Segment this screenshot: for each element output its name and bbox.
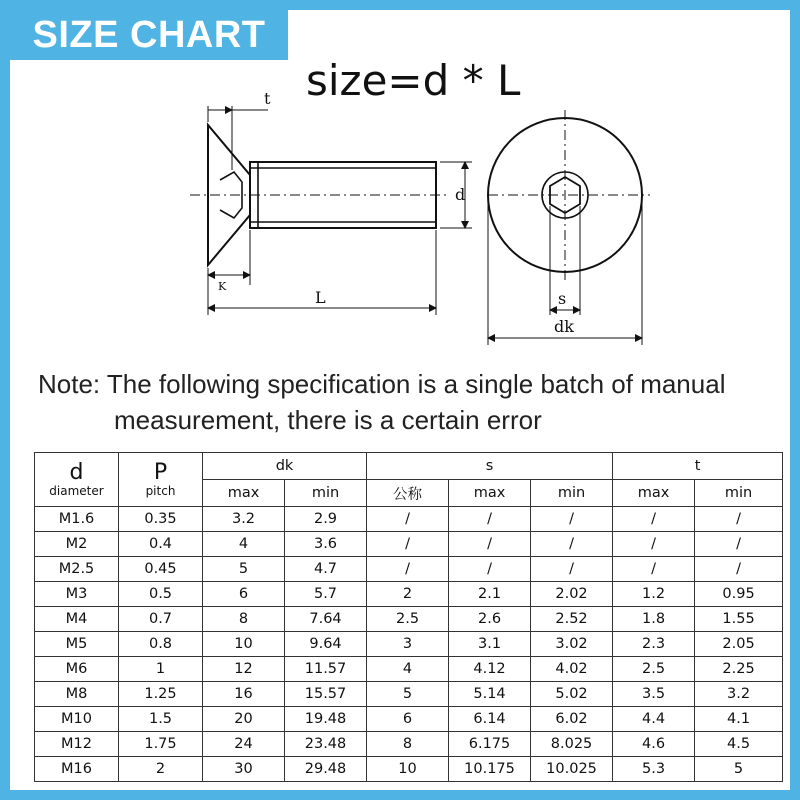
- table-cell: M1.6: [35, 507, 119, 532]
- table-cell: /: [613, 507, 695, 532]
- table-cell: 1.5: [119, 707, 203, 732]
- table-cell: 10.175: [449, 757, 531, 782]
- table-cell: /: [695, 507, 783, 532]
- table-cell: /: [367, 532, 449, 557]
- table-row: [35, 582, 783, 607]
- table-cell: 2.52: [531, 607, 613, 632]
- table-cell: 3.6: [285, 532, 367, 557]
- table-cell: 5: [367, 682, 449, 707]
- table-cell: 1: [119, 657, 203, 682]
- table-cell: 30: [203, 757, 285, 782]
- table-cell: M3: [35, 582, 119, 607]
- table-cell: 2.25: [695, 657, 783, 682]
- table-cell: 5: [203, 557, 285, 582]
- table-cell: M5: [35, 632, 119, 657]
- header-t: t: [613, 453, 783, 480]
- table-cell: 23.48: [285, 732, 367, 757]
- table-cell: 5.3: [613, 757, 695, 782]
- table-cell: 2.6: [449, 607, 531, 632]
- table-cell: M8: [35, 682, 119, 707]
- spec-table: [34, 452, 783, 782]
- table-cell: 7.64: [285, 607, 367, 632]
- header-d: d diameter: [35, 453, 119, 507]
- table-cell: 2.02: [531, 582, 613, 607]
- table-cell: /: [695, 532, 783, 557]
- table-cell: M2: [35, 532, 119, 557]
- table-cell: /: [531, 507, 613, 532]
- table-cell: 1.75: [119, 732, 203, 757]
- label-L: L: [315, 288, 326, 307]
- header-p: P pitch: [119, 453, 203, 507]
- table-cell: 0.35: [119, 507, 203, 532]
- header-s-nominal: 公称: [367, 480, 449, 507]
- table-cell: 1.8: [613, 607, 695, 632]
- header-t-max: max: [613, 480, 695, 507]
- note-line-1: Note: The following specification is a single batch of manual: [38, 369, 726, 399]
- table-cell: 4.12: [449, 657, 531, 682]
- table-cell: 4.5: [695, 732, 783, 757]
- table-cell: /: [531, 532, 613, 557]
- table-row: [35, 532, 783, 557]
- table-cell: 29.48: [285, 757, 367, 782]
- table-cell: 4.6: [613, 732, 695, 757]
- table-cell: 0.4: [119, 532, 203, 557]
- header-dk-max: max: [203, 480, 285, 507]
- table-row: [35, 607, 783, 632]
- table-cell: 2.1: [449, 582, 531, 607]
- table-cell: /: [613, 557, 695, 582]
- label-s: s: [558, 289, 567, 308]
- table-cell: M16: [35, 757, 119, 782]
- table-cell: 3: [367, 632, 449, 657]
- table-cell: 10: [203, 632, 285, 657]
- table-cell: /: [367, 557, 449, 582]
- table-cell: 3.2: [203, 507, 285, 532]
- size-formula: size=d * L: [306, 56, 521, 105]
- screw-technical-drawing: [10, 10, 790, 370]
- table-cell: M10: [35, 707, 119, 732]
- table-cell: 8: [203, 607, 285, 632]
- table-cell: 4: [367, 657, 449, 682]
- table-cell: 6.02: [531, 707, 613, 732]
- table-cell: 15.57: [285, 682, 367, 707]
- label-t: t: [264, 89, 271, 108]
- size-chart-badge: SIZE CHART: [10, 10, 288, 60]
- table-cell: 1.2: [613, 582, 695, 607]
- table-cell: /: [449, 557, 531, 582]
- table-cell: 4.02: [531, 657, 613, 682]
- table-cell: M2.5: [35, 557, 119, 582]
- table-row: [35, 707, 783, 732]
- table-cell: M12: [35, 732, 119, 757]
- note-line-2: measurement, there is a certain error: [114, 405, 542, 435]
- table-cell: 4.4: [613, 707, 695, 732]
- table-cell: 4.7: [285, 557, 367, 582]
- label-d: d: [455, 185, 466, 204]
- header-dk: dk: [203, 453, 367, 480]
- table-row: [35, 682, 783, 707]
- header-s: s: [367, 453, 613, 480]
- table-cell: /: [695, 557, 783, 582]
- table-cell: 8: [367, 732, 449, 757]
- table-cell: 9.64: [285, 632, 367, 657]
- table-cell: 12: [203, 657, 285, 682]
- table-cell: /: [449, 532, 531, 557]
- table-cell: M4: [35, 607, 119, 632]
- table-cell: 4.1: [695, 707, 783, 732]
- table-cell: /: [449, 507, 531, 532]
- table-cell: 5: [695, 757, 783, 782]
- table-cell: /: [367, 507, 449, 532]
- table-cell: 0.95: [695, 582, 783, 607]
- table-row: [35, 507, 783, 532]
- table-row: [35, 757, 783, 782]
- table-cell: 2: [119, 757, 203, 782]
- table-cell: 11.57: [285, 657, 367, 682]
- table-cell: /: [613, 532, 695, 557]
- table-cell: 0.5: [119, 582, 203, 607]
- table-cell: 10: [367, 757, 449, 782]
- table-cell: 3.5: [613, 682, 695, 707]
- table-cell: 20: [203, 707, 285, 732]
- screw-side-view: [190, 106, 472, 315]
- table-cell: 0.8: [119, 632, 203, 657]
- header-dk-min: min: [285, 480, 367, 507]
- table-cell: M6: [35, 657, 119, 682]
- table-cell: 5.02: [531, 682, 613, 707]
- header-t-min: min: [695, 480, 783, 507]
- table-cell: 3.1: [449, 632, 531, 657]
- table-row: [35, 557, 783, 582]
- table-row: [35, 632, 783, 657]
- header-s-max: max: [449, 480, 531, 507]
- table-cell: 2.9: [285, 507, 367, 532]
- table-row: [35, 732, 783, 757]
- screw-top-view: [488, 110, 650, 345]
- table-cell: 2.5: [367, 607, 449, 632]
- table-cell: 0.45: [119, 557, 203, 582]
- size-chart-card: [10, 10, 790, 790]
- table-cell: 8.025: [531, 732, 613, 757]
- table-cell: 6.175: [449, 732, 531, 757]
- table-cell: 2.05: [695, 632, 783, 657]
- label-dk: dk: [554, 317, 574, 336]
- table-cell: 1.25: [119, 682, 203, 707]
- table-cell: 2: [367, 582, 449, 607]
- table-cell: 3.02: [531, 632, 613, 657]
- table-cell: 5.14: [449, 682, 531, 707]
- header-s-min: min: [531, 480, 613, 507]
- table-cell: 1.55: [695, 607, 783, 632]
- table-cell: 19.48: [285, 707, 367, 732]
- table-cell: /: [531, 557, 613, 582]
- table-cell: 10.025: [531, 757, 613, 782]
- table-cell: 24: [203, 732, 285, 757]
- table-row: [35, 657, 783, 682]
- table-cell: 5.7: [285, 582, 367, 607]
- table-cell: 2.5: [613, 657, 695, 682]
- table-cell: 6: [203, 582, 285, 607]
- table-cell: 4: [203, 532, 285, 557]
- measurement-note: [38, 366, 725, 438]
- table-cell: 3.2: [695, 682, 783, 707]
- spec-table-body: [35, 507, 783, 782]
- table-cell: 6.14: [449, 707, 531, 732]
- table-cell: 0.7: [119, 607, 203, 632]
- table-cell: 2.3: [613, 632, 695, 657]
- table-cell: 6: [367, 707, 449, 732]
- table-cell: 16: [203, 682, 285, 707]
- label-k: K: [218, 280, 227, 293]
